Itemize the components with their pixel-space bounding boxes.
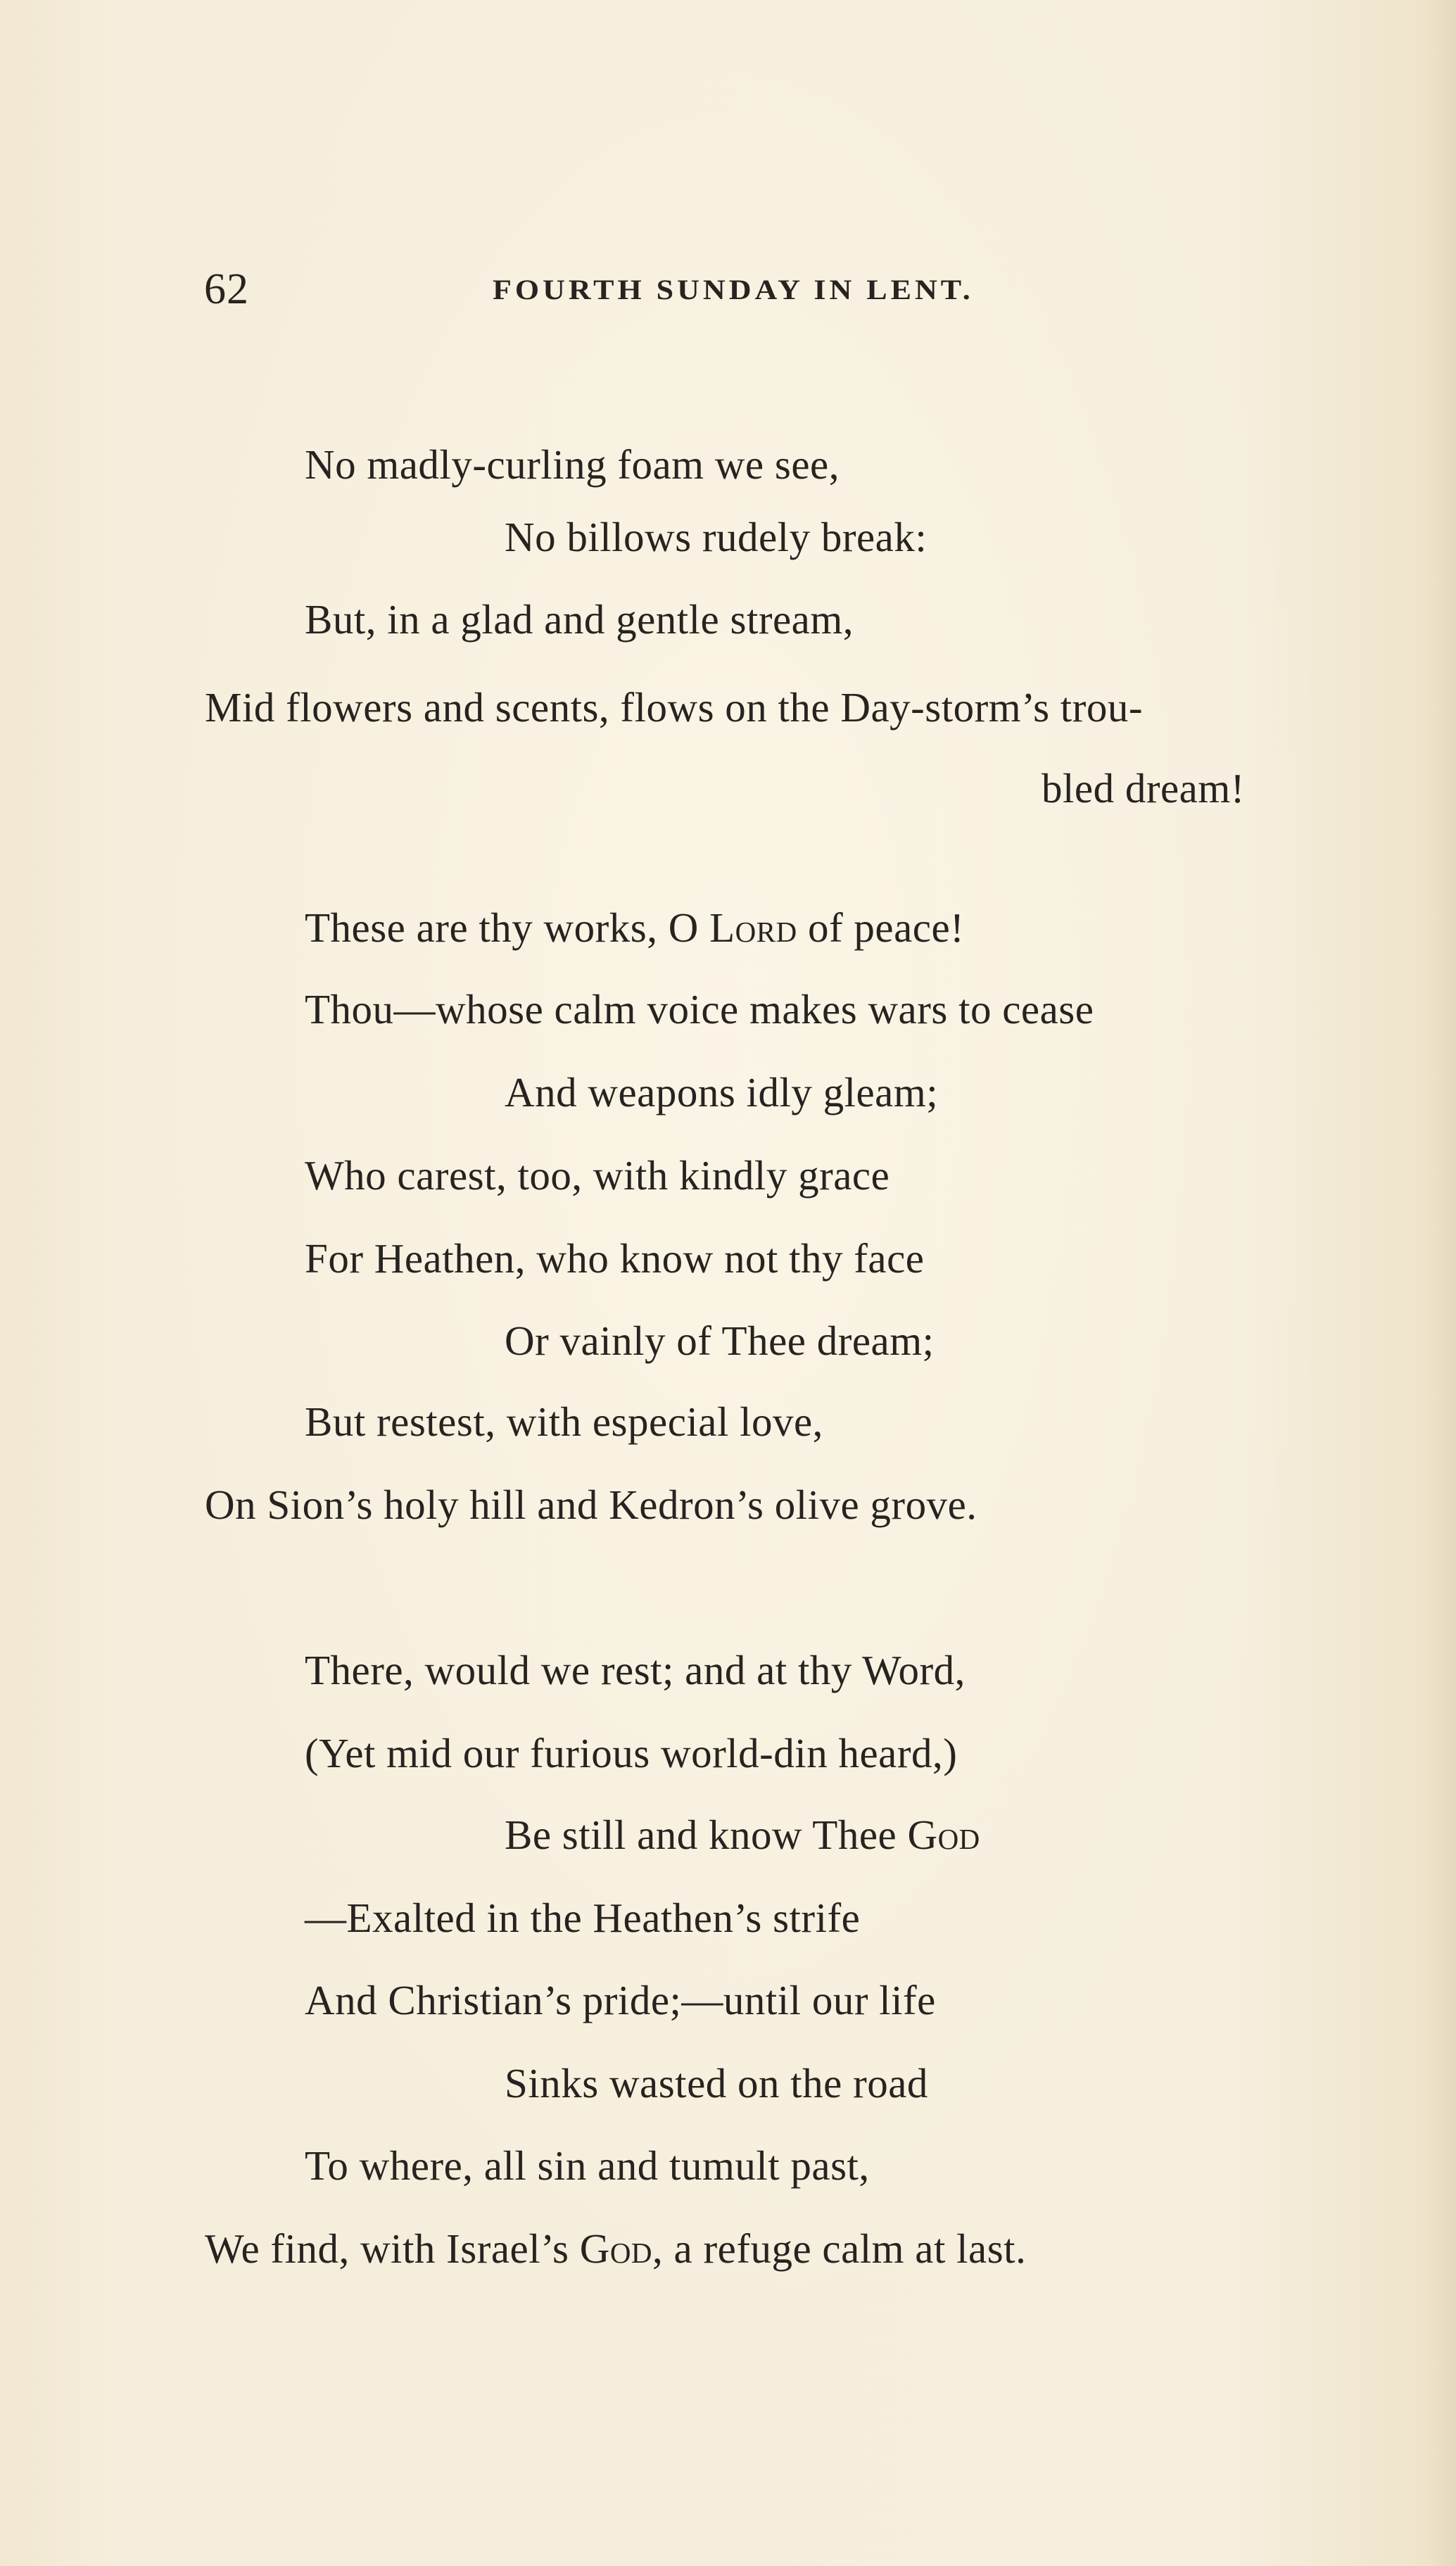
verse-line: For Heathen, who know not thy face <box>305 1235 925 1282</box>
verse-line: (Yet mid our furious world-din heard,) <box>305 1730 958 1776</box>
verse-line: Mid flowers and scents, flows on the Day-storm’s trou- <box>205 684 1143 731</box>
verse-text: Be still and know Thee <box>505 1812 908 1858</box>
verse-line: No madly-curling foam we see, <box>305 441 840 488</box>
verse-text: of peace! <box>797 904 965 951</box>
divine-name: God <box>907 1812 980 1858</box>
verse-line <box>205 2220 1026 2277</box>
verse-line <box>505 1807 980 1863</box>
verse-line: Or vainly of Thee dream; <box>505 1317 935 1364</box>
verse-line: To where, all sin and tumult past, <box>305 2142 870 2189</box>
divine-name: Lord <box>709 904 797 951</box>
verse-text: , a refuge calm at last. <box>652 2225 1027 2272</box>
verse-line: bled dream! <box>1042 765 1245 811</box>
verse-line: No billows rudely break: <box>505 514 928 560</box>
verse-text: These are thy works, O <box>305 904 710 951</box>
verse-line: But, in a glad and gentle stream, <box>305 596 854 643</box>
verse-line: —Exalted in the Heathen’s strife <box>305 1895 861 1941</box>
verse-line: And Christian’s pride;—until our life <box>305 1977 936 2023</box>
divine-name: God <box>579 2225 653 2272</box>
verse-text: We find, with Israel’s <box>205 2225 580 2272</box>
verse-line: Who carest, too, with kindly grace <box>305 1152 890 1199</box>
verse-line: Thou—whose calm voice makes wars to cease <box>305 986 1094 1032</box>
verse-line: Sinks wasted on the road <box>505 2060 928 2106</box>
verse-line <box>305 899 964 956</box>
verse-line: On Sion’s holy hill and Kedron’s olive grove. <box>205 1481 977 1528</box>
verse-line: And weapons idly gleam; <box>505 1069 939 1115</box>
verse-line: There, would we rest; and at thy Word, <box>305 1647 966 1693</box>
running-title: FOURTH SUNDAY IN LENT. <box>493 274 974 306</box>
page-number: 62 <box>204 265 249 313</box>
verse-line: But restest, with especial love, <box>305 1398 823 1445</box>
